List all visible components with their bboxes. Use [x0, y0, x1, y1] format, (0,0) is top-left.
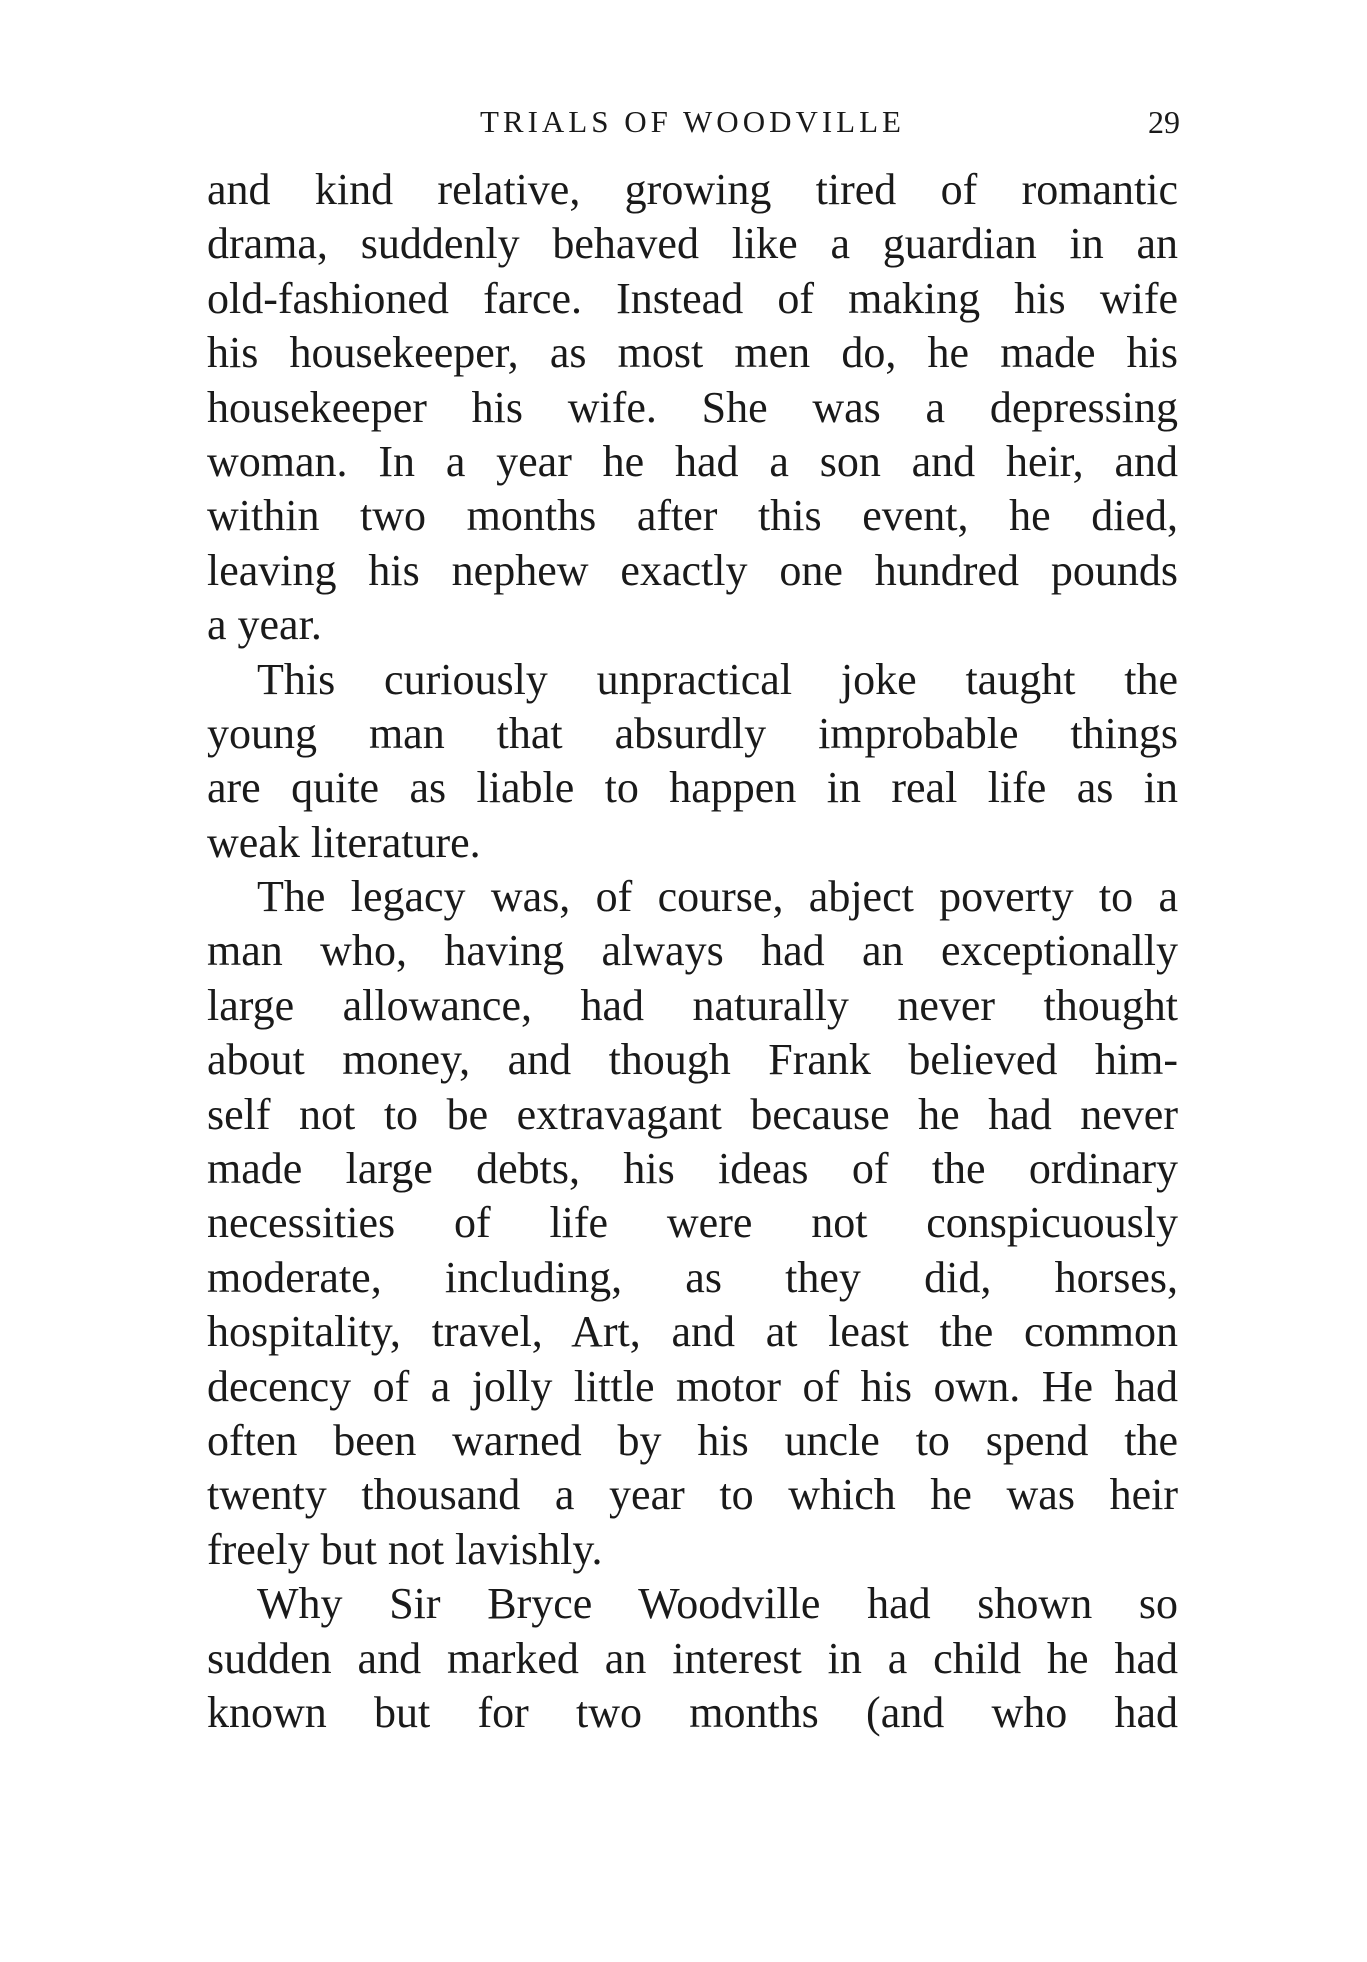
text-line: within two months after this event, he died, [207, 491, 1178, 541]
text-line: twenty thousand a year to which he was heir [207, 1470, 1178, 1520]
text-line: sudden and marked an interest in a child he had [207, 1633, 1178, 1683]
text-line: moderate, including, as they did, horses, [207, 1252, 1178, 1302]
text-line: leaving his nephew exactly one hundred pounds [207, 545, 1178, 595]
running-head [205, 100, 1180, 144]
text-line: freely but not lavishly. [207, 1524, 603, 1574]
text-line: decency of a jolly little motor of his own. He had [207, 1361, 1178, 1411]
text-line: about money, and though Frank believed him- [207, 1035, 1178, 1085]
text-line: are quite as liable to happen in real life as in [207, 763, 1178, 813]
text-line: This curiously unpractical joke taught the [257, 654, 1178, 704]
text-line: necessities of life were not conspicuously [207, 1198, 1178, 1248]
text-line: known but for two months (and who had [207, 1687, 1178, 1737]
text-line: weak literature. [207, 817, 481, 867]
text-line: made large debts, his ideas of the ordinary [207, 1144, 1178, 1194]
text-line: hospitality, travel, Art, and at least the common [207, 1307, 1178, 1357]
text-line: young man that absurdly improbable things [207, 708, 1178, 758]
text-line: The legacy was, of course, abject poverty to a [257, 872, 1178, 922]
text-line: old-fashioned farce. Instead of making his wife [207, 273, 1178, 323]
text-line: Why Sir Bryce Woodville had shown so [257, 1579, 1178, 1629]
body-text [207, 163, 1178, 1740]
text-line: self not to be extravagant because he had never [207, 1089, 1178, 1139]
text-line: drama, suddenly behaved like a guardian in an [207, 219, 1178, 269]
text-line: large allowance, had naturally never thought [207, 980, 1178, 1030]
text-line: his housekeeper, as most men do, he made his [207, 328, 1178, 378]
text-line: and kind relative, growing tired of romantic [207, 165, 1178, 214]
text-line: woman. In a year he had a son and heir, and [207, 436, 1178, 486]
text-line: often been warned by his uncle to spend the [207, 1415, 1178, 1465]
text-line: housekeeper his wife. She was a depressing [207, 382, 1178, 432]
text-line: man who, having always had an exceptionally [207, 926, 1178, 976]
page-number: 29 [1148, 104, 1180, 140]
running-title: TRIALS OF WOODVILLE [479, 104, 905, 139]
text-line: a year. [207, 600, 322, 650]
